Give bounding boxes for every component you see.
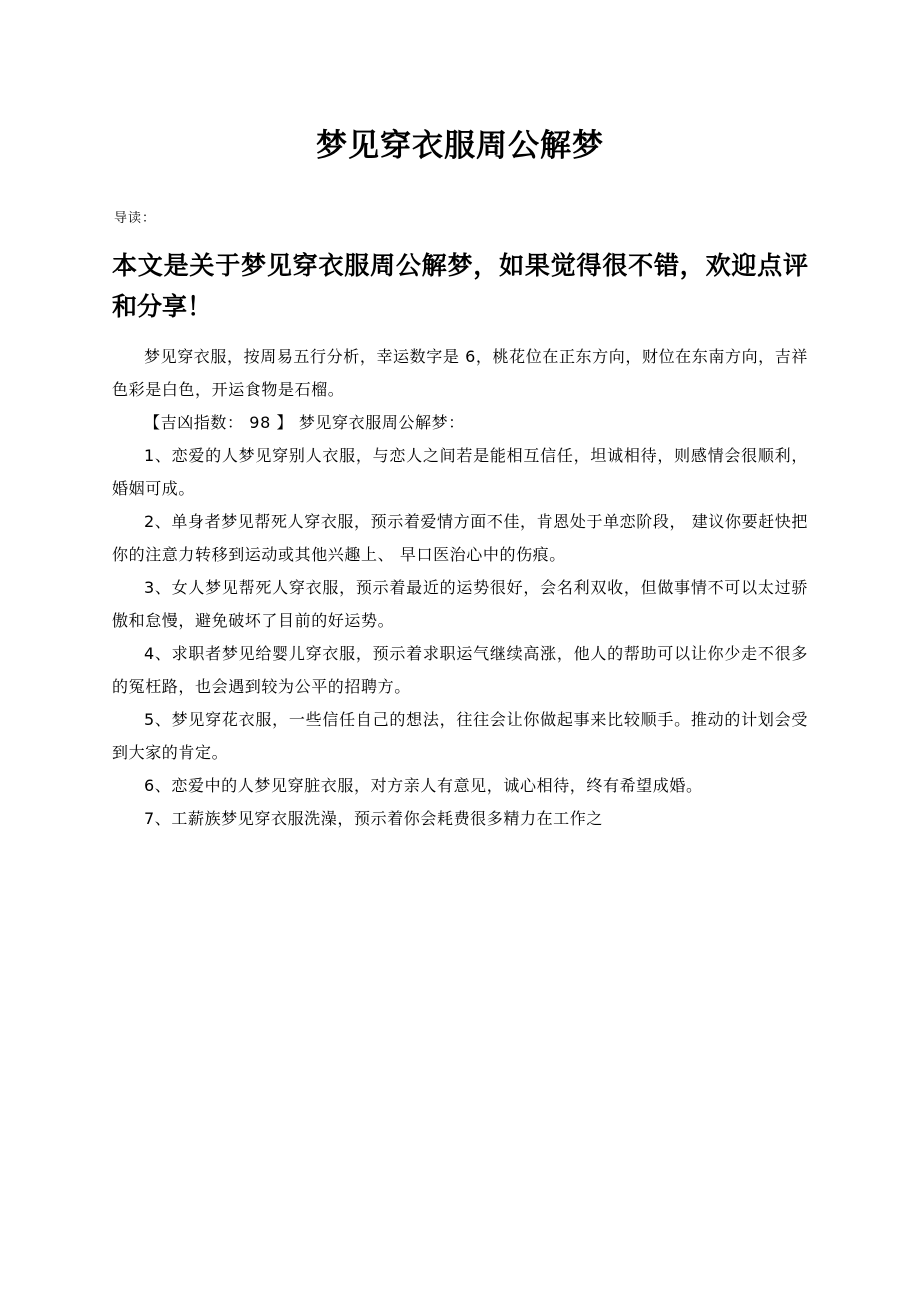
paragraph: 1、恋爱的人梦见穿别人衣服，与恋人之间若是能相互信任，坦诚相待，则感情会很顺利，婚姻可成。 [112, 446, 808, 499]
paragraph: 7、工薪族梦见穿衣服洗澡，预示着你会耗费很多精力在工作之 [144, 808, 603, 828]
paragraph: 2、单身者梦见帮死人穿衣服，预示着爱情方面不佳，肯恩处于单恋阶段， 建议你要赶快把你的注意力转移到运动或其他兴趣上、 早口医治心中的伤痕。 [112, 512, 808, 565]
paragraph: 梦见穿衣服，按周易五行分析，幸运数字是 6，桃花位在正东方向，财位在东南方向，吉祥色彩是白色，开运食物是石榴。 [112, 347, 808, 400]
body-content [112, 341, 808, 835]
lead-label: 导读： [114, 211, 157, 227]
paragraph: 3、女人梦见帮死人穿衣服，预示着最近的运势很好，会名利双收，但做事情不可以太过骄傲和怠慢，避免破坏了目前的好运势。 [112, 578, 808, 630]
paragraph: 【吉凶指数： 98 】 梦见穿衣服周公解梦： [144, 413, 465, 433]
paragraph: 6、恋爱中的人梦见穿脏衣服，对方亲人有意见，诚心相待，终有希望成婚。 [144, 775, 703, 795]
paragraph: 4、求职者梦见给婴儿穿衣服，预示着求职运气继续高涨，他人的帮助可以让你少走不很多的冤枉路，也会遇到较为公平的招聘方。 [112, 643, 808, 696]
paragraph: 5、梦见穿花衣服，一些信任自己的想法，往往会让你做起事来比较顺手。推动的计划会受到大家的肯定。 [112, 709, 808, 762]
page-title: 梦见穿衣服周公解梦 [316, 128, 604, 164]
intro-paragraph: 本文是关于梦见穿衣服周公解梦，如果觉得很不错，欢迎点评和分享！ [112, 251, 808, 321]
